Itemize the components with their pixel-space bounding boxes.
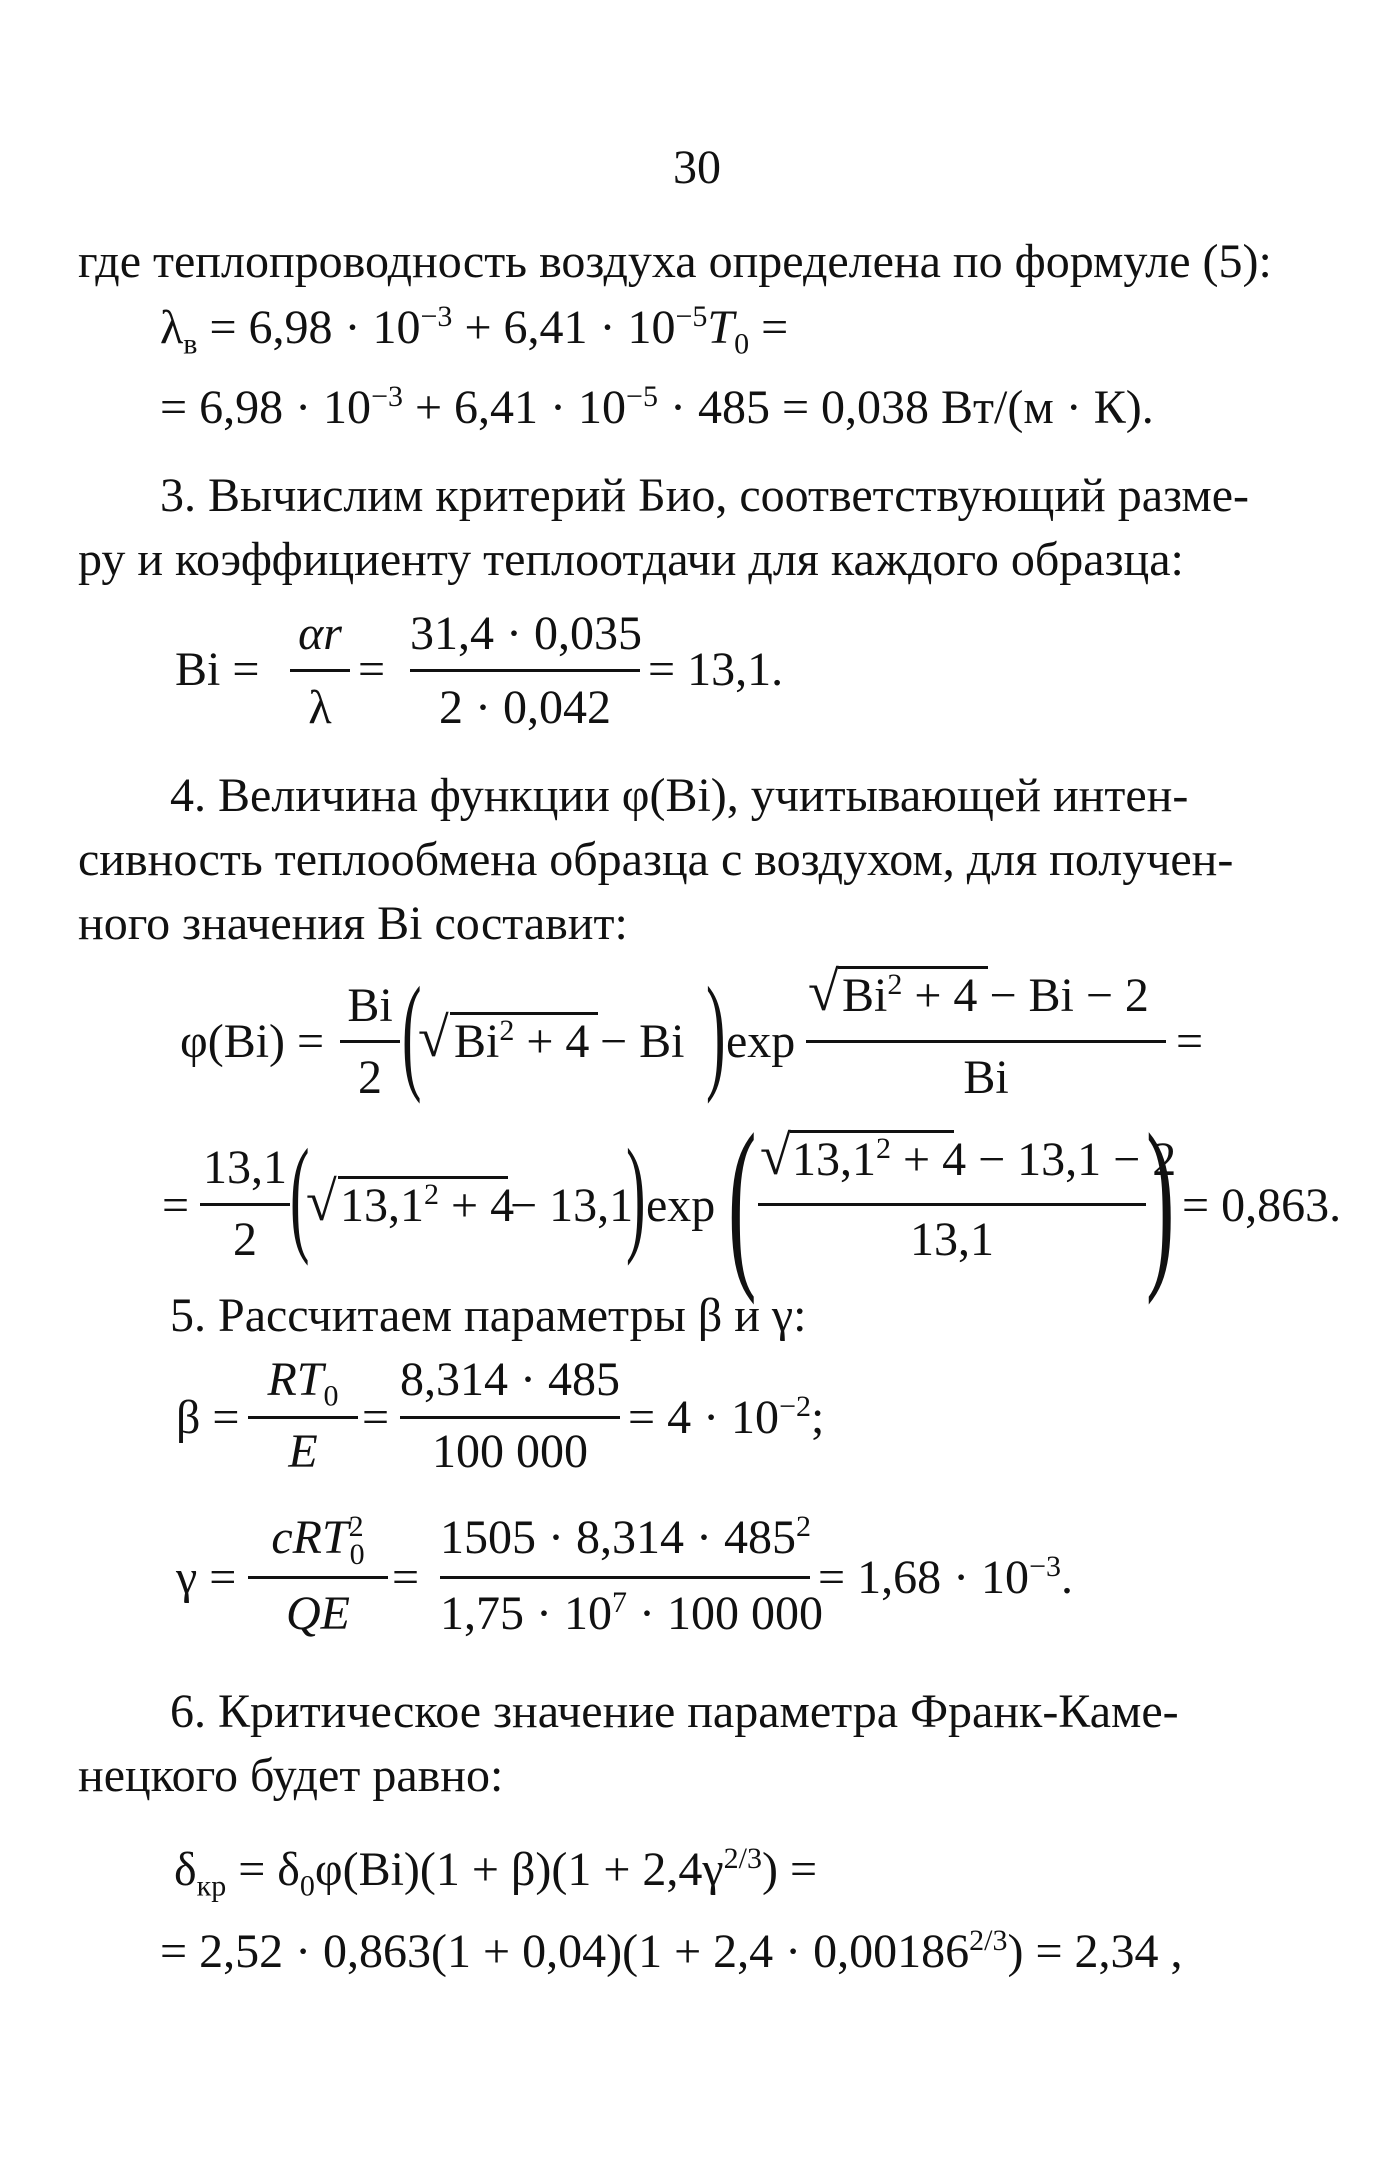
f4b-sqrt-exp: 2 [424,1178,439,1211]
f5b-lhs: γ = [176,1551,237,1604]
paragraph-6-line2: нецкого будет равно: [78,1749,504,1802]
f4b-bigparen-open: ( [728,1096,757,1306]
f4b-bar1 [200,1203,290,1206]
f4a-num2-bi: Bi [842,969,888,1022]
lambda2-result: · 485 = 0,038 Вт/(м · К). [657,381,1154,434]
f4b-num2-tail: − 13,1 − 2 [966,1133,1177,1186]
f3-lhs: Bi = [175,643,260,696]
lambda-subscript: в [183,327,198,361]
f5b-num2-text: 1505 · 8,314 · 485 [440,1511,796,1564]
f4a-minus-bi: − Bi [600,1015,685,1068]
f4b-den2: 13,1 [910,1213,994,1266]
f6-delta0: = δ [226,1843,300,1896]
f3-den2: 2 · 0,042 [439,681,611,734]
lambda2-term2: + 6,41 · 10 [402,381,627,434]
f5a-num1-text: RT [267,1353,324,1406]
f4a-end: = [1176,1015,1204,1068]
f4a-paren-close: ) [706,961,726,1105]
f4b-num2 [792,1130,1176,1190]
f6-expr-end: ) = [761,1843,818,1896]
f5b-den1: QE [286,1587,350,1640]
lambda-term1: = 6,98 · 10 [209,301,421,354]
f5b-result-text: = 1,68 · 10 [818,1551,1030,1604]
f3-den1: λ [308,681,332,734]
f6-calc-exp: 2/3 [969,1924,1008,1957]
f6-result: ) = 2,34 , [1007,1925,1183,1978]
f5b-bar1 [248,1576,388,1579]
f6-calc: = 2,52 · 0,863(1 + 0,04)(1 + 2,4 · 0,00186 [160,1925,970,1978]
f4b-sqrt-tail: + 4 [439,1179,515,1232]
f6-delta0-sub: 0 [299,1869,315,1903]
lambda-exp2: −5 [675,300,708,333]
f5b-num1-sub: 0 [349,1537,365,1571]
formula-lambda-line2 [160,378,1154,438]
f5b-eq: = [392,1551,420,1604]
f3-bar1 [290,669,350,672]
f4a-num2-rad-tail: + 4 [902,969,978,1022]
f5b-num1-sup: 2 [348,1510,364,1543]
f3-eq: = [358,643,386,696]
f4b-sqrt-content [340,1176,514,1236]
f4b-minus: − 13,1 [510,1179,634,1232]
f4a-num2-tail: − Bi − 2 [977,969,1149,1022]
f5a-num1 [248,1352,358,1413]
f5b-den2-tail: · 100 000 [626,1587,823,1640]
f5b-bar2 [440,1576,810,1579]
f4a-num2-sqrt-sign: √ [808,961,839,1023]
paragraph-3-line1: 3. Вычислим критерий Био, соответствующий разме- [160,469,1249,522]
f6-expr-exp: 2/3 [723,1842,762,1875]
paragraph-6-line1: 6. Критическое значение параметра Франк-Каме- [170,1685,1179,1738]
f6-expr: φ(Bi)(1 + β)(1 + 2,4γ [314,1843,724,1896]
f4b-den1: 2 [233,1213,257,1266]
f4b-result: = 0,863. [1182,1179,1342,1232]
formula-lambda-line1 [160,298,789,361]
f6-delta-kr-sub: кр [196,1869,227,1903]
f3-bar2 [410,669,640,672]
f4b-bigparen-close: ) [1146,1096,1175,1306]
f5b-result [818,1548,1073,1608]
f4a-num2 [842,966,1149,1026]
f4b-paren-open: ( [290,1123,310,1267]
f5b-result-exp: −3 [1029,1550,1061,1583]
f3-num2: 31,4 · 0,035 [410,607,642,660]
f4a-paren-open: ( [402,961,422,1105]
f6-line1 [174,1840,818,1903]
f5a-den1: E [288,1425,318,1478]
f4b-num2-sqrt-sign: √ [760,1125,791,1187]
f4a-den2: Bi [963,1051,1009,1104]
f4a-num2-exp: 2 [887,968,903,1001]
f3-result: = 13,1. [648,643,784,696]
f4a-exp: exp [726,1015,796,1068]
f5b-den2-exp: 7 [611,1586,627,1619]
f5b-num1-text: cRT [271,1511,349,1564]
f4b-num2-rad-tail: + 4 [891,1133,967,1186]
f4b-lead: = [162,1179,190,1232]
f5a-num2: 8,314 · 485 [400,1353,620,1406]
f4a-sqrt-content [454,1012,589,1072]
f5b-num1 [248,1510,388,1571]
f5a-bar2 [400,1416,620,1419]
f4a-bar2 [806,1040,1166,1043]
f4a-sqrt-sign: √ [418,1007,449,1069]
lambda-exp1: −3 [420,300,453,333]
f3-num1: αr [298,607,342,660]
paragraph-4-line2: сивность теплообмена образца с воздухом, для получен- [78,833,1234,886]
paragraph-5: 5. Рассчитаем параметры β и γ: [170,1289,807,1342]
f5a-result-text: = 4 · 10 [628,1391,780,1444]
f5b-num2 [440,1510,810,1566]
lambda-symbol: λ [160,301,184,354]
paragraph-intro: где теплопроводность воздуха определена по формуле (5): [78,235,1272,288]
f5a-eq: = [362,1391,390,1444]
f4b-num2-val: 13,1 [792,1133,876,1186]
f4a-lhs: φ(Bi) = [180,1015,325,1068]
page-number: 30 [673,141,721,194]
f5a-den2: 100 000 [432,1425,588,1478]
f5a-result [628,1388,824,1448]
f4b-sqrt-val: 13,1 [340,1179,424,1232]
f4b-sqrt-sign: √ [306,1171,337,1233]
f4a-den1: 2 [358,1051,382,1104]
f5a-bar1 [248,1416,358,1419]
paragraph-4-line1: 4. Величина функции φ(Bi), учитывающей интен- [170,769,1189,822]
f5b-num2-exp: 2 [795,1510,811,1543]
f6-line2 [160,1922,1183,1982]
f4a-num1: Bi [347,979,393,1032]
f4b-paren-close: ) [626,1123,646,1267]
paragraph-4-line3: ного значения Bi составит: [78,897,628,950]
lambda2-exp1: −3 [371,380,403,413]
f6-delta-kr: δ [174,1843,197,1896]
f4b-num1: 13,1 [203,1141,287,1194]
f5a-num1-sub: 0 [323,1379,339,1413]
f5b-den2 [440,1586,823,1642]
f5a-result-exp: −2 [779,1390,811,1423]
paragraph-3-line2: ру и коэффициенту теплоотдачи для каждого образца: [78,533,1184,586]
f5a-lhs: β = [176,1391,240,1444]
f4a-bar1 [340,1040,400,1043]
lambda-T-sub: 0 [734,327,750,361]
f4b-num2-exp: 2 [876,1132,891,1165]
f4b-exp: exp [646,1179,716,1232]
f5b-den2-text: 1,75 · 10 [440,1587,612,1640]
lambda-term2: + 6,41 · 10 [452,301,676,354]
lambda2-exp2: −5 [626,380,658,413]
f4a-sqrt-bi: Bi [454,1015,500,1068]
f5a-end: ; [810,1391,825,1444]
f4a-sqrt-exp: 2 [499,1014,515,1047]
f4b-bar2 [758,1203,1146,1206]
lambda2-term1: = 6,98 · 10 [160,381,372,434]
lambda-eq: = [749,301,789,354]
f5b-end: . [1060,1551,1073,1604]
f4a-sqrt-tail: + 4 [514,1015,590,1068]
lambda-T: T [707,301,735,354]
